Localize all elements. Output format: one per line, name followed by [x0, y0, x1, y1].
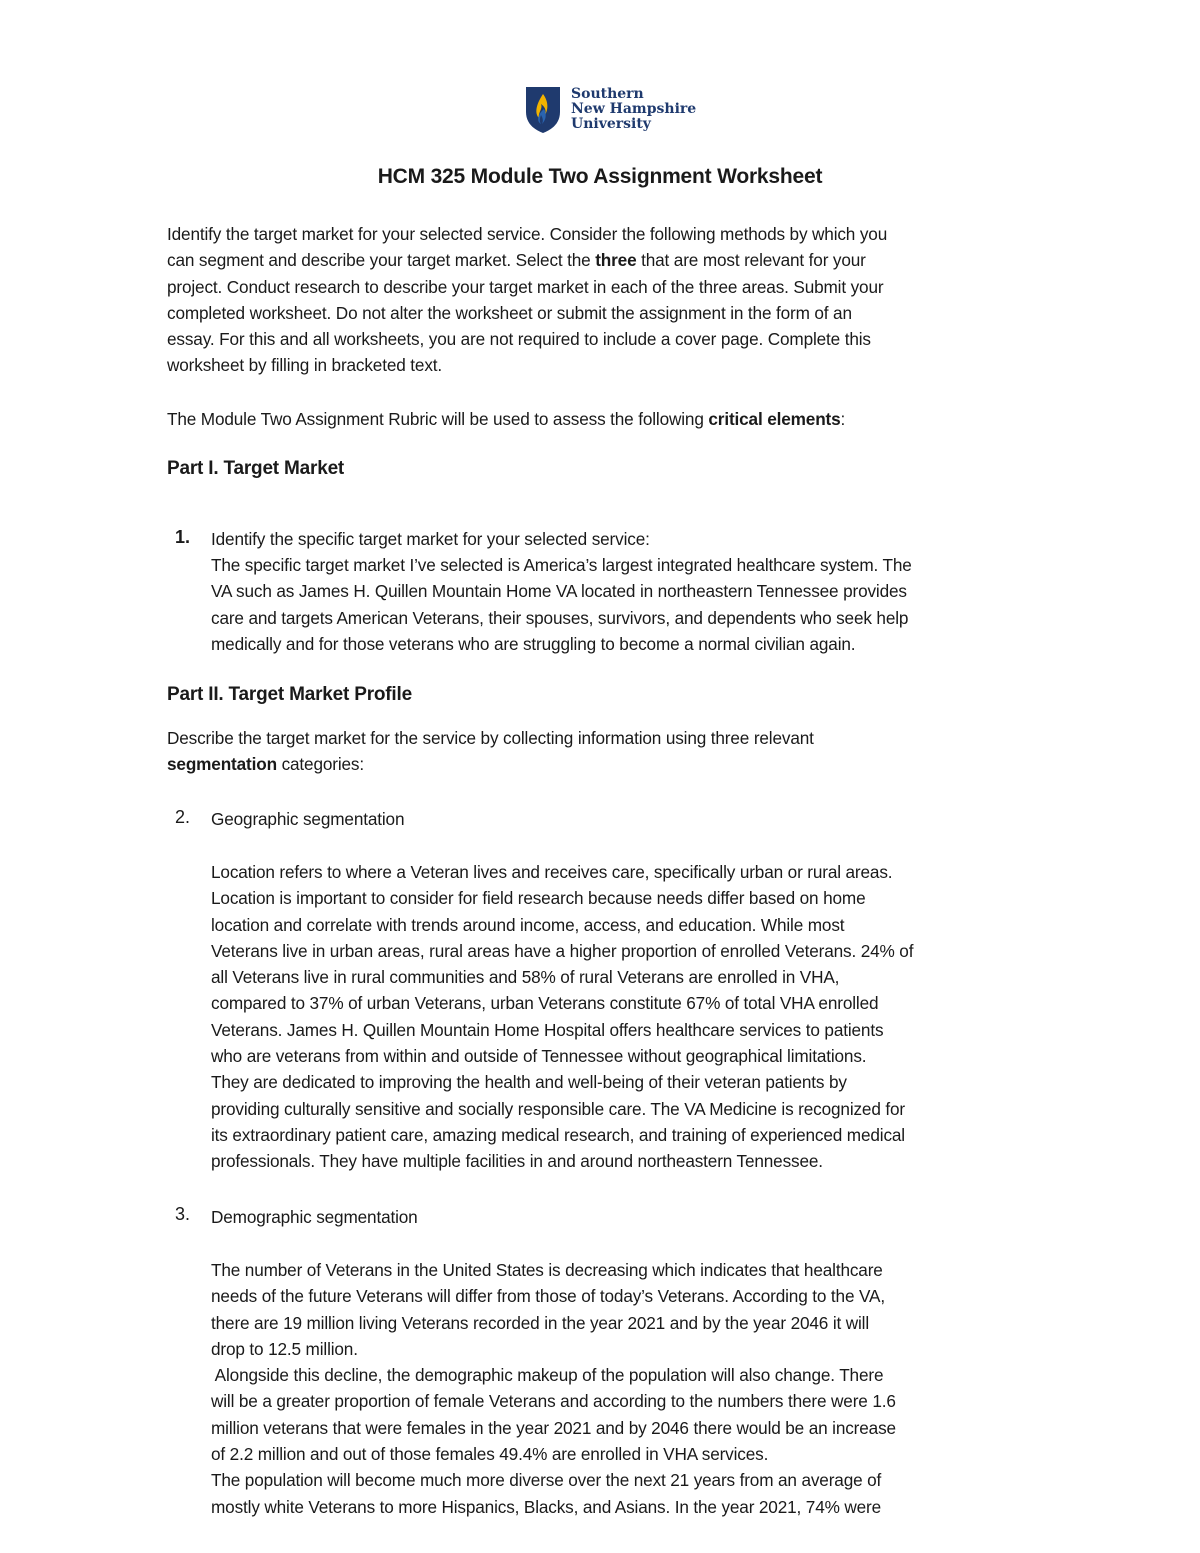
part-2-description — [167, 725, 814, 778]
logo-wordmark — [571, 87, 696, 132]
answer-line: who are veterans from within and outside of Tennessee without geographical limitations. — [211, 1046, 867, 1067]
answer-line: VA such as James H. Quillen Mountain Home VA located in northeastern Tennessee provides — [211, 581, 907, 602]
answer-line: Alongside this decline, the demographic makeup of the population will also change. There — [211, 1365, 884, 1386]
emphasis-three: three — [595, 250, 637, 271]
item-1-answer — [211, 552, 912, 657]
item-3-label: Demographic segmentation — [211, 1207, 418, 1227]
part-1-heading: Part I. Target Market — [167, 458, 345, 479]
answer-line: providing culturally sensitive and socially responsible care. The VA Medicine is recognized for — [211, 1098, 905, 1119]
item-2-label: Geographic segmentation — [211, 809, 405, 829]
description-line: segmentation categories: — [167, 754, 364, 775]
answer-line: location and correlate with trends around income, access, and education. While most — [211, 914, 845, 935]
answer-line: The specific target market I’ve selected is America’s largest integrated healthcare system. The — [211, 555, 912, 575]
answer-line: mostly white Veterans to more Hispanics, Blacks, and Asians. In the year 2021, 74% were — [211, 1496, 882, 1517]
critical-elements-emphasis: critical elements — [708, 409, 841, 429]
answer-line: Veterans live in urban areas, rural areas have a higher proportion of enrolled Veterans. 24% of — [211, 940, 914, 961]
answer-line: The population will become much more diverse over the next 21 years from an average of — [211, 1470, 882, 1491]
answer-line: million veterans that were females in the year 2021 and by 2046 there would be an increase — [211, 1417, 896, 1438]
item-2-answer — [211, 859, 913, 1175]
answer-line: medically and for those veterans who are struggling to become a normal civilian again. — [211, 633, 856, 654]
intro-line: worksheet by filling in bracketed text. — [167, 355, 443, 376]
item-1-number: 1. — [175, 527, 191, 547]
part-2-heading: Part II. Target Market Profile — [167, 684, 412, 705]
segmentation-emphasis: segmentation — [167, 754, 277, 775]
answer-line: The number of Veterans in the United States is decreasing which indicates that healthcare — [211, 1260, 883, 1280]
answer-line: care and targets American Veterans, their spouses, survivors, and dependents who seek help — [211, 607, 909, 628]
answer-line: its extraordinary patient care, amazing medical research, and training of experienced medical — [211, 1124, 905, 1145]
description-line: Describe the target market for the service by collecting information using three relevant — [167, 728, 814, 748]
answer-line: Veterans. James H. Quillen Mountain Home Hospital offers healthcare services to patients — [211, 1019, 884, 1040]
item-2-number: 2. — [175, 807, 191, 827]
answer-line: there are 19 million living Veterans recorded in the year 2021 and by the year 2046 it will — [211, 1312, 870, 1333]
answer-line: Location is important to consider for field research because needs differ based on home — [211, 888, 866, 909]
shield-flame-icon — [523, 84, 563, 134]
intro-line: completed worksheet. Do not alter the worksheet or submit the assignment in the form of an — [167, 302, 852, 323]
answer-line: will be a greater proportion of female Veterans and according to the numbers there were 1.6 — [211, 1391, 896, 1412]
answer-line: compared to 37% of urban Veterans, urban Veterans constitute 67% of total VHA enrolled — [211, 993, 879, 1014]
answer-line: of 2.2 million and out of those females 49.4% are enrolled in VHA services. — [211, 1444, 769, 1465]
item-3-number: 3. — [175, 1204, 191, 1224]
item-1-label: Identify the specific target market for your selected service: — [211, 529, 650, 549]
intro-paragraph — [167, 221, 887, 379]
answer-line: drop to 12.5 million. — [211, 1338, 358, 1359]
intro-line: Identify the target market for your selected service. Consider the following methods by which you — [167, 224, 888, 244]
answer-line: They are dedicated to improving the health and well-being of their veteran patients by — [211, 1072, 847, 1093]
answer-line: professionals. They have multiple facilities in and around northeastern Tennessee. — [211, 1151, 823, 1172]
intro-line: essay. For this and all worksheets, you are not required to include a cover page. Complete this — [167, 329, 871, 350]
page-title: HCM 325 Module Two Assignment Worksheet — [377, 165, 823, 188]
rubric-sentence: The Module Two Assignment Rubric will be used to assess the following critical elements: — [167, 409, 846, 429]
intro-line: project. Conduct research to describe your target market in each of the three areas. Submit your — [167, 276, 884, 297]
logo-line-2: New Hampshire — [571, 100, 697, 117]
university-logo — [523, 84, 696, 134]
answer-line: Location refers to where a Veteran lives and receives care, specifically urban or rural areas. — [211, 862, 893, 882]
logo-line-3: University — [571, 115, 651, 132]
answer-line: needs of the future Veterans will differ from those of today’s Veterans. According to the VA, — [211, 1286, 885, 1307]
logo-line-1: Southern — [571, 85, 644, 102]
answer-line: all Veterans live in rural communities and 58% of rural Veterans are enrolled in VHA, — [211, 967, 840, 988]
item-3-answer — [211, 1257, 896, 1520]
intro-line: can segment and describe your target market. Select the three that are most relevant for your — [167, 250, 866, 271]
